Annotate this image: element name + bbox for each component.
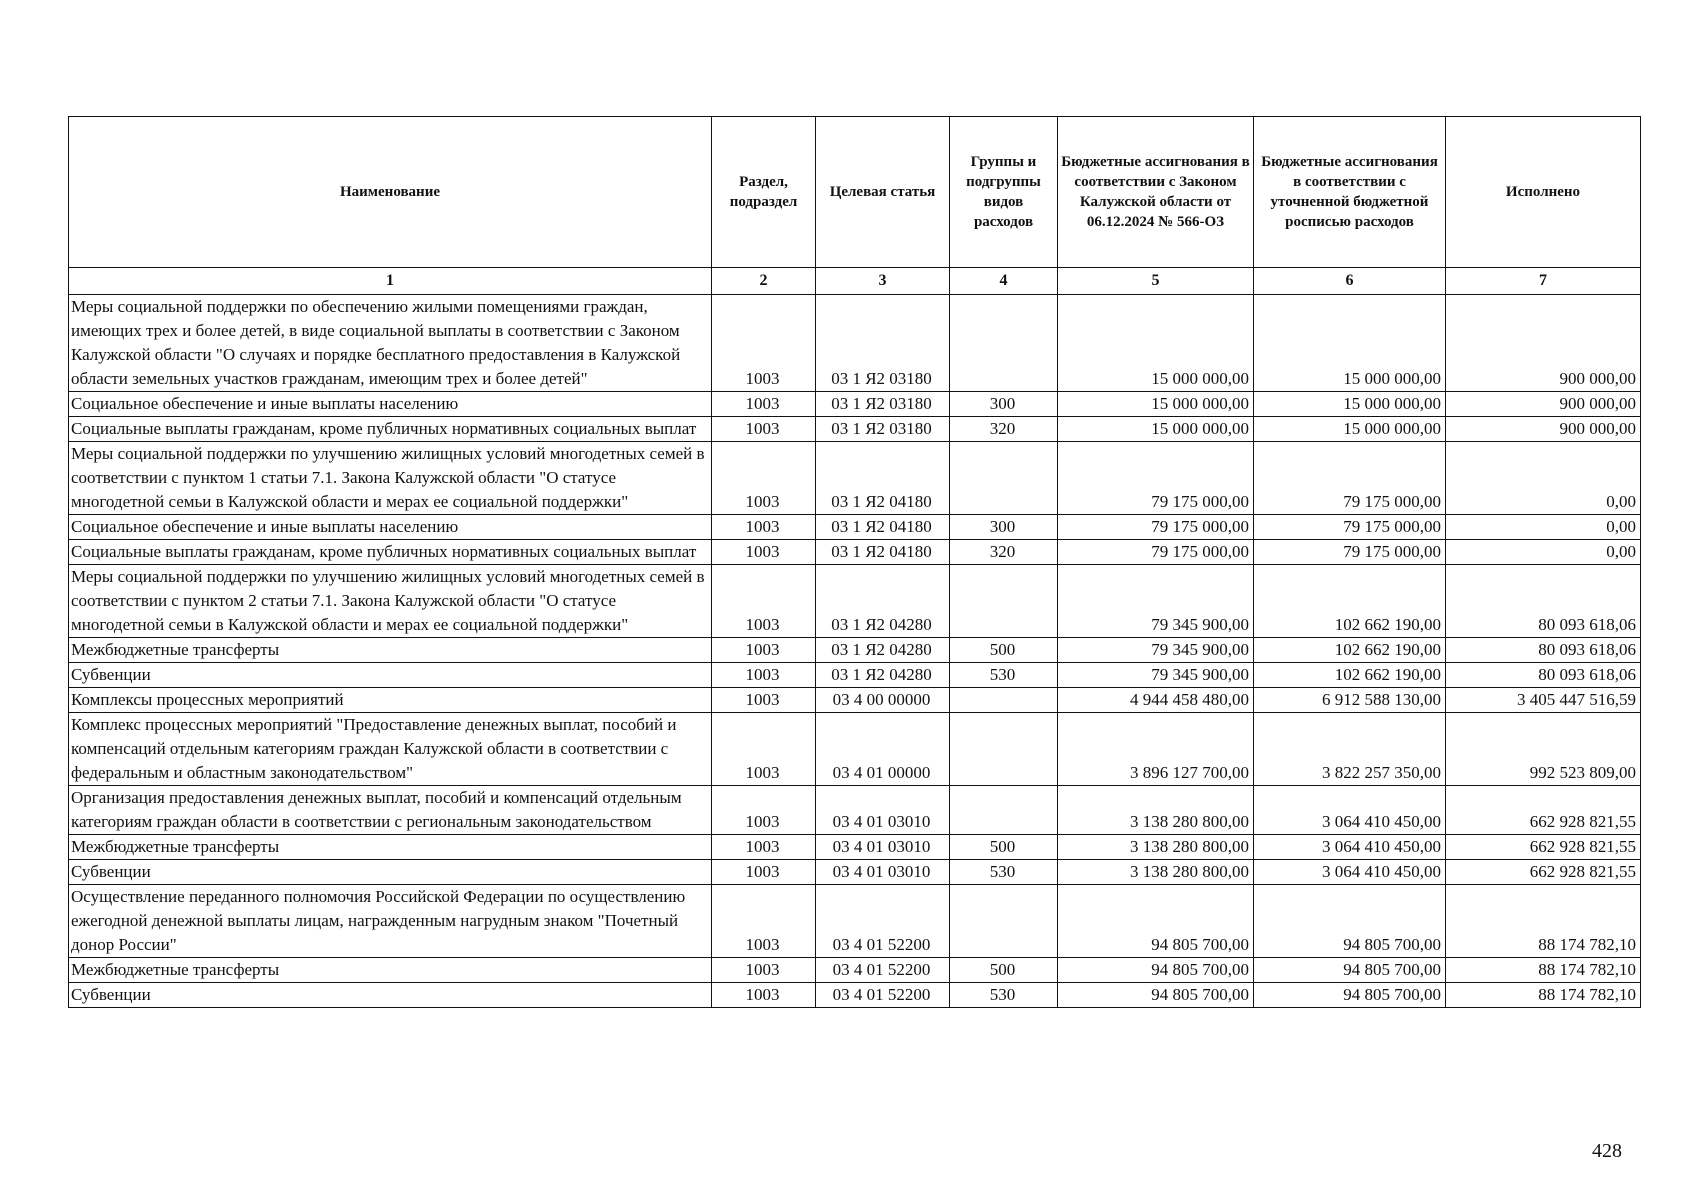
row-executed: 88 174 782,10: [1446, 885, 1641, 958]
row-target-article: 03 4 01 52200: [816, 983, 950, 1008]
row-refined-allocation: 102 662 190,00: [1254, 638, 1446, 663]
row-section: 1003: [712, 688, 816, 713]
row-expense-group: 500: [950, 638, 1058, 663]
row-refined-allocation: 3 064 410 450,00: [1254, 786, 1446, 835]
row-law-allocation: 3 138 280 800,00: [1058, 786, 1254, 835]
row-executed: 88 174 782,10: [1446, 958, 1641, 983]
table-row: [69, 835, 1641, 860]
row-expense-group: 500: [950, 835, 1058, 860]
column-number: 4: [950, 268, 1058, 295]
row-expense-group: [950, 713, 1058, 786]
row-target-article: 03 1 Я2 03180: [816, 417, 950, 442]
row-section: 1003: [712, 442, 816, 515]
header-group: Группы и подгруппы видов расходов: [950, 117, 1058, 268]
row-target-article: 03 1 Я2 03180: [816, 295, 950, 392]
table-row: [69, 663, 1641, 688]
table-row: [69, 983, 1641, 1008]
header-executed: Исполнено: [1446, 117, 1641, 268]
row-expense-group: [950, 786, 1058, 835]
row-name: Меры социальной поддержки по улучшению жилищных условий многодетных семей в соответствии с пунктом 2 статьи 7.1. Закона Калужской области "О статусе многодетной семьи в Калужской области и мерах ее социальной поддержки": [69, 565, 712, 638]
row-name: Социальные выплаты гражданам, кроме публичных нормативных социальных выплат: [69, 540, 712, 565]
row-expense-group: [950, 295, 1058, 392]
row-section: 1003: [712, 417, 816, 442]
row-target-article: 03 1 Я2 04280: [816, 663, 950, 688]
row-refined-allocation: 3 822 257 350,00: [1254, 713, 1446, 786]
column-number: 7: [1446, 268, 1641, 295]
row-target-article: 03 4 01 03010: [816, 786, 950, 835]
table-row: [69, 565, 1641, 638]
row-section: 1003: [712, 515, 816, 540]
table-row: [69, 295, 1641, 392]
row-expense-group: 300: [950, 392, 1058, 417]
row-expense-group: [950, 688, 1058, 713]
row-executed: 0,00: [1446, 540, 1641, 565]
row-law-allocation: 94 805 700,00: [1058, 958, 1254, 983]
row-expense-group: [950, 565, 1058, 638]
row-law-allocation: 79 345 900,00: [1058, 565, 1254, 638]
table-row: [69, 860, 1641, 885]
column-number: 5: [1058, 268, 1254, 295]
column-number: 1: [69, 268, 712, 295]
row-refined-allocation: 102 662 190,00: [1254, 663, 1446, 688]
header-refined-allocation: Бюджетные ассигнования в соответствии с уточненной бюджетной росписью расходов: [1254, 117, 1446, 268]
row-section: 1003: [712, 638, 816, 663]
row-refined-allocation: 94 805 700,00: [1254, 958, 1446, 983]
row-target-article: 03 4 01 03010: [816, 835, 950, 860]
row-section: 1003: [712, 663, 816, 688]
row-executed: 80 093 618,06: [1446, 638, 1641, 663]
row-expense-group: 500: [950, 958, 1058, 983]
row-target-article: 03 1 Я2 04280: [816, 638, 950, 663]
row-section: 1003: [712, 860, 816, 885]
column-number: 2: [712, 268, 816, 295]
table-row: [69, 688, 1641, 713]
row-executed: 3 405 447 516,59: [1446, 688, 1641, 713]
row-expense-group: 320: [950, 540, 1058, 565]
row-law-allocation: 79 175 000,00: [1058, 515, 1254, 540]
row-section: 1003: [712, 713, 816, 786]
row-target-article: 03 1 Я2 04180: [816, 515, 950, 540]
row-law-allocation: 79 175 000,00: [1058, 540, 1254, 565]
table-header: [69, 117, 1641, 295]
row-executed: 80 093 618,06: [1446, 565, 1641, 638]
row-name: Организация предоставления денежных выплат, пособий и компенсаций отдельным категориям граждан области в соответствии с региональным законодательством: [69, 786, 712, 835]
row-target-article: 03 1 Я2 04280: [816, 565, 950, 638]
row-executed: 662 928 821,55: [1446, 835, 1641, 860]
row-section: 1003: [712, 885, 816, 958]
row-name: Меры социальной поддержки по улучшению жилищных условий многодетных семей в соответствии с пунктом 1 статьи 7.1. Закона Калужской области "О статусе многодетной семьи в Калужской области и мерах ее социальной поддержки": [69, 442, 712, 515]
row-refined-allocation: 15 000 000,00: [1254, 417, 1446, 442]
row-refined-allocation: 94 805 700,00: [1254, 983, 1446, 1008]
table-row: [69, 392, 1641, 417]
table-row: [69, 638, 1641, 663]
row-law-allocation: 79 345 900,00: [1058, 663, 1254, 688]
row-name: Меры социальной поддержки по обеспечению жилыми помещениями граждан, имеющих трех и более детей, в виде социальной выплаты в соответствии с Законом Калужской области "О случаях и порядке бесплатного предоставления в Калужской области земельных участков гражданам, имеющим трех и более детей": [69, 295, 712, 392]
row-law-allocation: 15 000 000,00: [1058, 392, 1254, 417]
row-expense-group: 320: [950, 417, 1058, 442]
row-law-allocation: 3 896 127 700,00: [1058, 713, 1254, 786]
row-target-article: 03 1 Я2 04180: [816, 442, 950, 515]
row-executed: 992 523 809,00: [1446, 713, 1641, 786]
row-section: 1003: [712, 958, 816, 983]
row-section: 1003: [712, 565, 816, 638]
row-law-allocation: 79 175 000,00: [1058, 442, 1254, 515]
row-executed: 900 000,00: [1446, 417, 1641, 442]
row-law-allocation: 3 138 280 800,00: [1058, 835, 1254, 860]
row-executed: 0,00: [1446, 515, 1641, 540]
row-name: Межбюджетные трансферты: [69, 638, 712, 663]
row-name: Межбюджетные трансферты: [69, 958, 712, 983]
row-expense-group: [950, 885, 1058, 958]
table-row: [69, 417, 1641, 442]
row-name: Социальные выплаты гражданам, кроме публичных нормативных социальных выплат: [69, 417, 712, 442]
budget-table: [68, 116, 1641, 1008]
row-executed: 0,00: [1446, 442, 1641, 515]
header-section: Раздел, подраздел: [712, 117, 816, 268]
table-row: [69, 786, 1641, 835]
row-section: 1003: [712, 983, 816, 1008]
row-refined-allocation: 3 064 410 450,00: [1254, 835, 1446, 860]
row-section: 1003: [712, 835, 816, 860]
row-name: Комплексы процессных мероприятий: [69, 688, 712, 713]
row-refined-allocation: 3 064 410 450,00: [1254, 860, 1446, 885]
row-law-allocation: 79 345 900,00: [1058, 638, 1254, 663]
row-executed: 662 928 821,55: [1446, 786, 1641, 835]
table-row: [69, 713, 1641, 786]
row-target-article: 03 1 Я2 04180: [816, 540, 950, 565]
row-executed: 662 928 821,55: [1446, 860, 1641, 885]
table-row: [69, 515, 1641, 540]
row-target-article: 03 4 01 52200: [816, 958, 950, 983]
row-section: 1003: [712, 392, 816, 417]
row-executed: 900 000,00: [1446, 295, 1641, 392]
table-row: [69, 442, 1641, 515]
row-section: 1003: [712, 786, 816, 835]
row-refined-allocation: 102 662 190,00: [1254, 565, 1446, 638]
row-law-allocation: 94 805 700,00: [1058, 885, 1254, 958]
page-number: 428: [1592, 1140, 1622, 1162]
row-target-article: 03 4 01 00000: [816, 713, 950, 786]
row-name: Субвенции: [69, 983, 712, 1008]
row-refined-allocation: 15 000 000,00: [1254, 392, 1446, 417]
row-name: Социальное обеспечение и иные выплаты населению: [69, 515, 712, 540]
row-executed: 80 093 618,06: [1446, 663, 1641, 688]
row-law-allocation: 4 944 458 480,00: [1058, 688, 1254, 713]
row-refined-allocation: 79 175 000,00: [1254, 515, 1446, 540]
row-law-allocation: 94 805 700,00: [1058, 983, 1254, 1008]
header-name: Наименование: [69, 117, 712, 268]
row-target-article: 03 1 Я2 03180: [816, 392, 950, 417]
row-refined-allocation: 79 175 000,00: [1254, 442, 1446, 515]
row-name: Комплекс процессных мероприятий "Предоставление денежных выплат, пособий и компенсаций отдельным категориям граждан Калужской области в соответствии с федеральным и областным законодательством": [69, 713, 712, 786]
row-expense-group: 300: [950, 515, 1058, 540]
row-section: 1003: [712, 295, 816, 392]
row-section: 1003: [712, 540, 816, 565]
row-target-article: 03 4 01 03010: [816, 860, 950, 885]
column-number: 3: [816, 268, 950, 295]
row-executed: 900 000,00: [1446, 392, 1641, 417]
header-law-allocation: Бюджетные ассигнования в соответствии с Законом Калужской области от 06.12.2024 № 566-ОЗ: [1058, 117, 1254, 268]
row-refined-allocation: 79 175 000,00: [1254, 540, 1446, 565]
table-body: [69, 295, 1641, 1008]
row-name: Социальное обеспечение и иные выплаты населению: [69, 392, 712, 417]
row-refined-allocation: 6 912 588 130,00: [1254, 688, 1446, 713]
header-target: Целевая статья: [816, 117, 950, 268]
row-law-allocation: 15 000 000,00: [1058, 417, 1254, 442]
row-name: Субвенции: [69, 663, 712, 688]
row-name: Субвенции: [69, 860, 712, 885]
row-expense-group: 530: [950, 860, 1058, 885]
table-row: [69, 885, 1641, 958]
row-target-article: 03 4 00 00000: [816, 688, 950, 713]
row-refined-allocation: 94 805 700,00: [1254, 885, 1446, 958]
row-executed: 88 174 782,10: [1446, 983, 1641, 1008]
row-name: Межбюджетные трансферты: [69, 835, 712, 860]
row-name: Осуществление переданного полномочия Российской Федерации по осуществлению ежегодной денежной выплаты лицам, награжденным нагрудным знаком "Почетный донор России": [69, 885, 712, 958]
column-number: 6: [1254, 268, 1446, 295]
table-row: [69, 958, 1641, 983]
row-law-allocation: 3 138 280 800,00: [1058, 860, 1254, 885]
row-target-article: 03 4 01 52200: [816, 885, 950, 958]
row-refined-allocation: 15 000 000,00: [1254, 295, 1446, 392]
row-expense-group: 530: [950, 663, 1058, 688]
row-expense-group: [950, 442, 1058, 515]
row-expense-group: 530: [950, 983, 1058, 1008]
table-row: [69, 540, 1641, 565]
row-law-allocation: 15 000 000,00: [1058, 295, 1254, 392]
